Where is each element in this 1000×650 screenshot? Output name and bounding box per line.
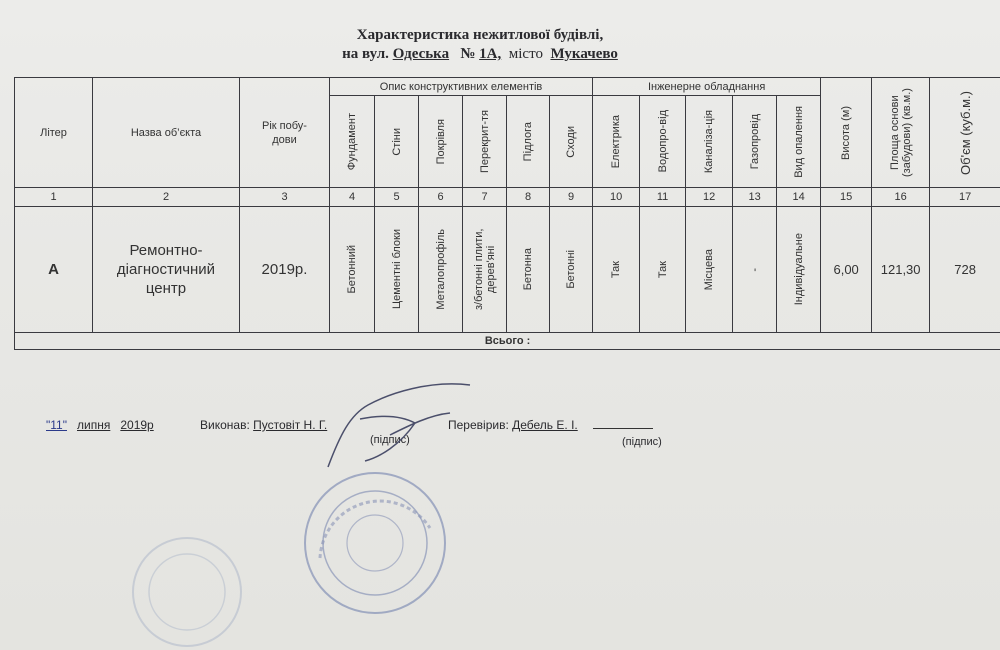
header-gas-text: Газопровід	[748, 113, 761, 170]
col-num: 4	[330, 188, 375, 207]
header-height-text: Висота (м)	[840, 105, 853, 160]
cell-walls	[375, 207, 419, 333]
header-slab	[463, 96, 507, 188]
cell-liter: А	[15, 207, 93, 333]
signature-line	[593, 428, 653, 429]
col-num: 3	[240, 188, 330, 207]
col-num: 1	[15, 188, 93, 207]
cell-sewer-text: Місцева	[703, 248, 716, 291]
document-title: Характеристика нежитлової будівлі,	[356, 27, 604, 43]
header-liter: Літер	[15, 78, 93, 188]
col-num: 16	[872, 188, 930, 207]
cell-volume: 728	[930, 207, 1000, 333]
header-electric-text: Електрика	[610, 114, 623, 169]
header-area-text: Площа основи (забудови) (кв.м.)	[888, 88, 913, 177]
header-floor-text: Підлога	[522, 121, 534, 162]
col-num: 8	[507, 188, 550, 207]
city-label: місто	[508, 46, 543, 62]
col-num: 7	[463, 188, 507, 207]
cell-foundation	[330, 207, 375, 333]
column-numbers-row	[15, 188, 1000, 207]
executed-label: Виконав:	[200, 418, 250, 432]
cell-electric-text: Так	[610, 260, 623, 279]
header-volume	[930, 78, 1000, 188]
header-volume-text: Об'єм (куб.м.)	[957, 90, 973, 175]
cell-floor	[507, 207, 550, 333]
cell-slab	[463, 207, 507, 333]
date-year: 2019р	[120, 418, 154, 432]
header-foundation-text: Фундамент	[346, 112, 358, 171]
header-gas	[733, 96, 777, 188]
date	[46, 418, 154, 432]
number-label: №	[460, 46, 476, 62]
col-num: 13	[733, 188, 777, 207]
header-height	[821, 78, 872, 188]
building-characteristics-table	[14, 77, 1000, 350]
col-num: 17	[930, 188, 1000, 207]
cell-electric	[593, 207, 640, 333]
street-name: Одеська	[392, 46, 450, 62]
header-sewer	[686, 96, 733, 188]
header-water	[640, 96, 686, 188]
cell-foundation-text: Бетонний	[346, 245, 358, 294]
col-num: 14	[777, 188, 821, 207]
handwritten-signature	[320, 375, 480, 475]
col-num: 2	[93, 188, 240, 207]
cell-stairs-text: Бетонні	[565, 250, 578, 289]
col-num: 15	[821, 188, 872, 207]
faint-stamp	[130, 535, 245, 650]
cell-heating-text: Індивідуальне	[792, 233, 805, 306]
col-num: 6	[419, 188, 463, 207]
header-year	[240, 78, 330, 188]
signature-caption-2: (підпис)	[622, 436, 662, 448]
cell-water-text: Так	[656, 260, 669, 279]
cell-roof	[419, 207, 463, 333]
date-day: "11"	[46, 418, 67, 432]
signature-caption-1: (підпис)	[370, 434, 410, 446]
city-name: Мукачево	[550, 46, 618, 62]
header-roof	[419, 96, 463, 188]
cell-year: 2019р.	[240, 207, 330, 333]
header-stairs-text: Сходи	[565, 125, 578, 158]
col-num: 5	[375, 188, 419, 207]
address-line	[0, 46, 980, 63]
header-engineering-group: Інженерне обладнання	[593, 78, 821, 96]
col-num: 9	[550, 188, 593, 207]
header-stairs	[550, 96, 593, 188]
header-year-text: Рік побу-дови	[262, 119, 307, 146]
cell-name	[93, 207, 240, 333]
header-walls-text: Стіни	[390, 127, 403, 156]
header-name: Назва об’єкта	[93, 78, 240, 188]
executed-by	[200, 418, 327, 432]
header-water-text: Водопро-від	[656, 110, 669, 173]
header-floor	[507, 96, 550, 188]
header-walls	[375, 96, 419, 188]
header-slab-text: Перекрит-тя	[478, 109, 491, 174]
table-row	[15, 207, 1000, 333]
total-row	[15, 333, 1000, 350]
cell-stairs	[550, 207, 593, 333]
cell-floor-text: Бетонна	[522, 248, 534, 291]
cell-heating	[777, 207, 821, 333]
total-label: Всього :	[15, 333, 1000, 350]
cell-gas-text: -	[748, 267, 761, 272]
header-heating	[777, 96, 821, 188]
checked-name: Дебель Е. І.	[512, 418, 578, 432]
date-month: липня	[77, 418, 111, 432]
cell-area: 121,30	[872, 207, 930, 333]
col-num: 11	[640, 188, 686, 207]
cell-walls-text: Цементні блоки	[390, 229, 403, 310]
checked-label: Перевірив:	[448, 418, 509, 432]
col-num: 10	[593, 188, 640, 207]
cell-name-text: Ремонтно-діагностичний центр	[116, 242, 216, 297]
header-area	[872, 78, 930, 188]
official-stamp	[300, 468, 450, 618]
cell-height: 6,00	[821, 207, 872, 333]
header-foundation	[330, 96, 375, 188]
header-electric	[593, 96, 640, 188]
cell-roof-text: Металопрофіль	[434, 229, 447, 310]
header-heating-text: Вид опалення	[792, 105, 805, 178]
cell-sewer	[686, 207, 733, 333]
street-prefix: на вул.	[342, 46, 389, 62]
header-sewer-text: Каналіза-ція	[703, 109, 716, 174]
header-construction-group: Опис конструктивних елементів	[330, 78, 593, 96]
cell-gas	[733, 207, 777, 333]
executed-name: Пустовіт Н. Г.	[253, 418, 328, 432]
col-num: 12	[686, 188, 733, 207]
cell-slab-text: з/бетонні плити, дерев'яні	[472, 228, 497, 311]
header-roof-text: Покрівля	[434, 118, 447, 165]
building-number: 1А,	[479, 46, 502, 62]
cell-water	[640, 207, 686, 333]
